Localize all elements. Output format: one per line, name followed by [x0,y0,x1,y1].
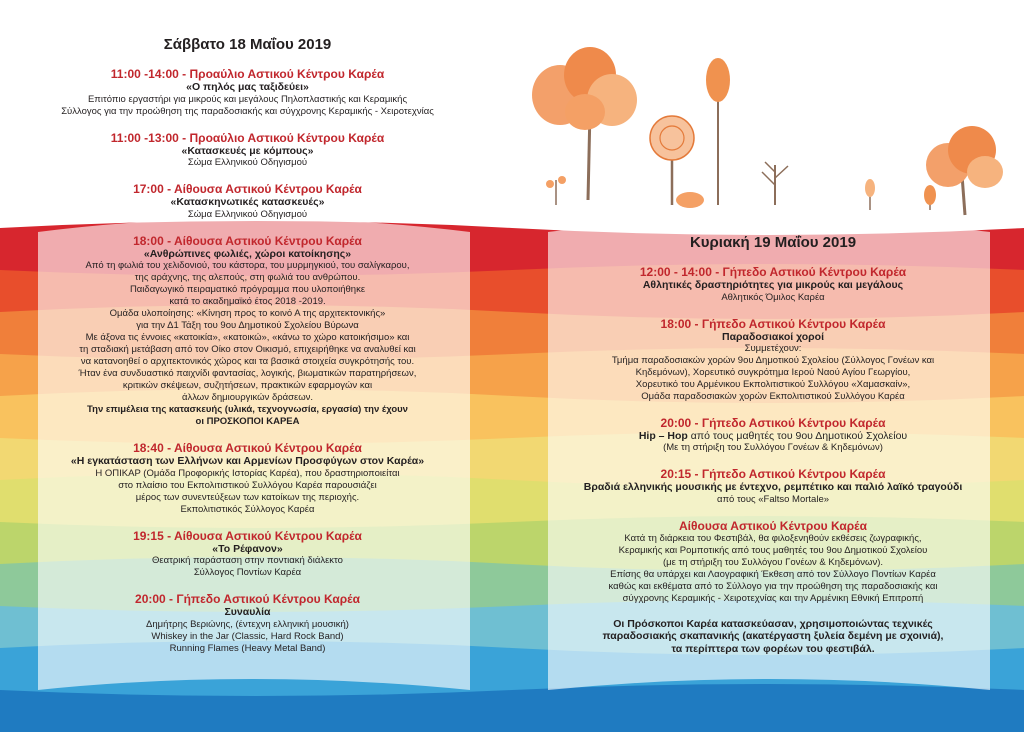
event-block [548,265,998,304]
event-block [548,519,998,605]
event-detail-line: Από τη φωλιά του χελιδονιού, του κάστορα, του μυρμηγκιού, του σαλίγκαρου, [85,260,410,271]
event-detail-line: κριτικών σκέψεων, συζητήσεων, πρακτικών εφαρμογών και [122,380,373,391]
event-block [25,234,470,429]
event-block [25,529,470,580]
event-detail-line: Επίσης θα υπάρχει και Λαογραφική Έκθεση από τον Σύλλογο Ποντίων Καρέα [610,568,936,580]
saturday-title: Σάββατο 18 Μαΐου 2019 [163,36,332,53]
event-heading: 18:40 - Αίθουσα Αστικού Κέντρου Καρέα [133,441,362,455]
event-heading: 17:00 - Αίθουσα Αστικού Κέντρου Καρέα [133,182,362,196]
event-detail-line: Σώμα Ελληνικού Οδηγισμού [187,208,308,220]
event-heading: Αίθουσα Αστικού Κέντρου Καρέα [679,518,867,533]
event-heading: 19:15 - Αίθουσα Αστικού Κέντρου Καρέα [133,528,362,543]
tree-illustration-icon [532,47,1003,215]
event-detail-line: Σώμα Ελληνικού Οδηγισμού [187,157,308,168]
event-title: «Το Ρέφανον» [212,542,283,555]
event-title: Συναυλία [224,606,271,618]
event-detail-line: Τμήμα παραδοσιακών χορών 9ου Δημοτικού Σχολείου (Σύλλογος Γονέων και [611,355,935,366]
event-detail-line: Εκπολιτιστικός Σύλλογος Καρέα [180,503,315,515]
event-heading: 20:00 - Γήπεδο Αστικού Κέντρου Καρέα [135,592,360,606]
saturday-column [25,36,470,668]
event-detail-line: Σύλλογος Ποντίων Καρέα [193,567,302,578]
event-detail-line: Ομάδα παραδοσιακών χορών Εκπολιτιστικού Συλλόγου Καρέα [641,391,905,402]
event-block [25,592,470,655]
event-detail-line: Θεατρική παράσταση στην ποντιακή διάλεκτο [152,555,343,566]
event-title: «Ανθρώπινες φωλιές, χώροι κατοίκησης» [143,247,352,260]
closing-note [548,618,998,656]
event-detail-line: να κατανοηθεί ο αρχιτεκτονικός χώρος και τα βασικά στοιχεία συγκρότησής του. [80,356,415,367]
event-detail-line: (Με τη στήριξη του Συλλόγου Γονέων & Κηδεμόνων) [663,442,883,453]
event-detail-line: Επιτόπιο εργαστήρι για μικρούς και μεγάλους Πηλοπλαστικής και Κεραμικής [87,93,408,105]
event-title-bold: Hip – Hop [638,430,688,442]
event-block [548,416,998,454]
event-title: «Κατασκευές με κόμπους» [181,144,314,157]
event-detail-line: τη σταδιακή μετάβαση από τον Οίκο στον Οικισμό, επιχειρήθηκε να αναλυθεί και [79,344,416,355]
event-detail-line: Χορευτικό του Αρμένικου Εκπολιτιστικού Συλλόγου «Χαμασκαίν», [635,379,911,390]
event-title: «Κατασκηνωτικές κατασκευές» [170,196,325,208]
event-title: «Η εγκατάσταση των Ελλήνων και Αρμενίων Προσφύγων στον Καρέα» [70,455,425,467]
event-title: Αθλητικές δραστηριότητες για μικρούς και μεγάλους [642,279,904,291]
event-credit-line: οι ΠΡΟΣΚΟΠΟΙ ΚΑΡΕΑ [195,416,300,427]
event-detail-line: Συμμετέχουν: [744,343,802,354]
event-detail-line: μέρος των συνεντεύξεων των κατοίκων της περιοχής. [135,491,360,503]
event-title: «Ο πηλός μας ταξιδεύει» [186,81,309,93]
event-block [25,182,470,221]
event-title [548,430,998,442]
event-detail-line: της αράχνης, της αλεπούς, στη φωλιά του ανθρώπου. [134,272,361,283]
event-detail-line: Ήταν ένα συνδυαστικό παιχνίδι φαντασίας, λογικής, βιωματικών παρατηρήσεων, [78,368,417,379]
event-detail-line: (με τη στήριξη του Συλλόγου Γονέων & Κηδεμόνων). [663,556,883,568]
event-credit-line: Την επιμέλεια της κατασκευής (υλικά, τεχνογνωσία, εργασία) την έχουν [87,404,408,415]
event-block [25,67,470,118]
event-heading: 20:00 - Γήπεδο Αστικού Κέντρου Καρέα [660,416,886,430]
event-detail-line: από τους «Faltso Mortale» [716,493,830,505]
event-detail-line: Κηδεμόνων), Χορευτικό συγκρότημα Ιερού Ναού Αγίου Γεωργίου, [635,367,911,378]
event-title-rest: από τους μαθητές του 9ου Δημοτικού Σχολείου [687,430,908,442]
event-detail-line: Κεραμικής και Ρομποτικής από τους μαθητές του 9ου Δημοτικού Σχολείου [618,544,928,556]
sunday-events [548,265,998,605]
event-detail-line: στο πλαίσιο του Εκπολιτιστικού Συλλόγου Καρέα παρουσιάζει [118,479,377,491]
event-heading: 20:15 - Γήπεδο Αστικού Κέντρου Καρέα [660,467,886,481]
event-detail-line: Αθλητικός Όμιλος Καρέα [721,291,825,303]
event-detail-line: Δημήτρης Βεριώνης, (έντεχνη ελληνική μουσική) [146,618,349,630]
event-block [548,317,998,404]
event-heading: 18:00 - Αίθουσα Αστικού Κέντρου Καρέα [133,233,362,248]
closing-line: Οι Πρόσκοποι Καρέα κατασκεύασαν, χρησιμοποιώντας τεχνικές [613,617,933,630]
event-detail-line: σύγχρονης Κεραμικής - Χειροτεχνίας και την Αρμένικη Εθνική Επιτροπή [622,592,924,604]
event-title: Παραδοσιακοί χοροί [722,330,824,343]
event-detail-line: Running Flames (Heavy Metal Band) [169,642,326,654]
closing-line: παραδοσιακής σκαπανικής (ακατέργαστη ξυλεία δεμένη με σχοινιά), [602,630,944,642]
event-detail-line: Η ΟΠΙΚΑΡ (Ομάδα Προφορικής Ιστορίας Καρέα), που δραστηριοποιείται [95,467,400,479]
event-block [25,441,470,516]
event-heading: 11:00 -13:00 - Προαύλιο Αστικού Κέντρου Καρέα [110,130,385,145]
sunday-title: Κυριακή 19 Μαΐου 2019 [689,234,857,251]
sunday-column [548,234,998,668]
event-detail-line: καθώς και εκθέματα από το Σύλλογο για την προώθηση της παραδοσιακής και [608,580,938,592]
event-detail-line: άλλων δημιουργικών δράσεων. [181,392,314,403]
event-detail-line: Παιδαγωγικό πειραματικό πρόγραμμα που υλοποιήθηκε [129,284,366,295]
event-detail-line: Whiskey in the Jar (Classic, Hard Rock Band) [151,630,344,642]
event-block [548,467,998,506]
event-detail-line: Ομάδα υλοποίησης: «Κίνηση προς το κοινό Α της αρχιτεκτονικής» [109,308,386,319]
event-detail-line: για την Δ1 Τάξη του 9ου Δημοτικού Σχολείου Βύρωνα [136,320,359,331]
event-detail-line: Με άξονα τις έννοιες «κατοικία», «κατοικώ», «κάνω το χώρο κατοικήσιμο» και [85,332,410,343]
event-heading: 18:00 - Γήπεδο Αστικού Κέντρου Καρέα [660,316,886,331]
event-detail-line: κατά το ακαδημαϊκό έτος 2018 -2019. [169,296,326,307]
event-detail-line: Σύλλογος για την προώθηση της παραδοσιακής και σύγχρονης Κεραμικής - Χειροτεχνίας [61,105,434,117]
closing-line: τα περίπτερα των φορέων του φεστιβάλ. [671,642,875,655]
event-detail-line: Κατά τη διάρκεια του Φεστιβάλ, θα φιλοξενηθούν εκθέσεις ζωγραφικής, [624,532,922,544]
event-heading: 12:00 - 14:00 - Γήπεδο Αστικού Κέντρου Καρέα [639,265,907,279]
saturday-events [25,67,470,655]
event-heading: 11:00 -14:00 - Προαύλιο Αστικού Κέντρου Καρέα [110,67,385,81]
event-title: Βραδιά ελληνικής μουσικής με έντεχνο, ρεμπέτικο και παλιό λαϊκό τραγούδι [583,481,963,493]
event-block [25,131,470,170]
